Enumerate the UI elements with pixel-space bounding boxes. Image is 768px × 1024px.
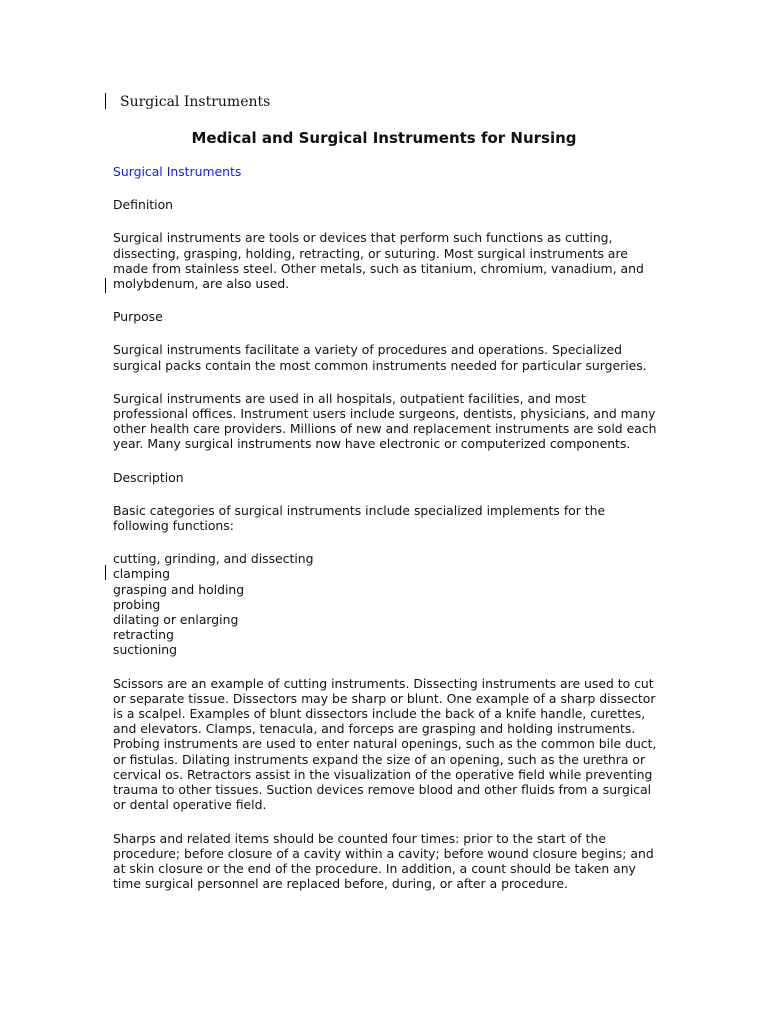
- surgical-instruments-link[interactable]: Surgical Instruments: [113, 164, 242, 179]
- list-item: grasping and holding: [113, 581, 245, 597]
- description-heading: Description: [113, 469, 184, 485]
- functions-list: [113, 551, 658, 657]
- list-item: clamping: [113, 566, 170, 582]
- running-header: Surgical Instruments: [120, 94, 271, 110]
- purpose-paragraph-1: Surgical instruments facilitate a variety of procedures and operations. Specialized surgical packs contain the most common instruments needed for particular surgeries.: [113, 342, 647, 373]
- change-bar-definition: [105, 278, 106, 293]
- change-bar-functions: [105, 565, 106, 580]
- document-title: Medical and Surgical Instruments for Nursing: [191, 129, 577, 147]
- list-item: probing: [113, 596, 161, 612]
- description-intro: Basic categories of surgical instruments include specialized implements for the following functions:: [113, 502, 606, 534]
- list-item: suctioning: [113, 642, 178, 658]
- definition-heading: Definition: [113, 197, 173, 213]
- description-paragraph-1: Scissors are an example of cutting instruments. Dissecting instruments are used to cut or separate tissue. Dissectors may be sharp or blunt. One example of a sharp dissector is a scalpel. Examples of blunt dissectors include the back of a knife handle, curettes, and elevators. Clamps, tenacula, and forceps are grasping and holding instruments. Probing instruments are used to enter natural openings, such as the common bile duct, or fistulas. Dilating instruments expand the size of an opening, such as the urethra or cervical os. Retractors assist in the visualization of the operative field while preventing trauma to other tissues. Suction devices remove blood and other fluids from a surgical or dental operative field.: [113, 675, 657, 813]
- description-paragraph-2: Sharps and related items should be counted four times: prior to the start of the procedure; before closure of a cavity within a cavity; before wound closure begins; and at skin closure or the end of the procedure. In addition, a count should be taken any time surgical personnel are replaced before, during, or after a procedure.: [113, 830, 654, 892]
- purpose-heading: Purpose: [113, 309, 163, 325]
- change-bar-header: [105, 93, 106, 109]
- purpose-paragraph-2: Surgical instruments are used in all hospitals, outpatient facilities, and most professional offices. Instrument users include surgeons, dentists, physicians, and many other health care providers. Millions of new and replacement instruments are sold each year. Many surgical instruments now have electronic or computerized components.: [113, 390, 657, 452]
- list-item: retracting: [113, 627, 174, 643]
- list-item: dilating or enlarging: [113, 612, 239, 628]
- definition-paragraph: Surgical instruments are tools or devices that perform such functions as cutting, dissecting, grasping, holding, retracting, or suturing. Most surgical instruments are made from stainless steel. Other metals, such as titanium, chromium, vanadium, and molybdenum, are also used.: [113, 230, 644, 292]
- document-body: [113, 164, 658, 909]
- list-item: cutting, grinding, and dissecting: [113, 551, 314, 567]
